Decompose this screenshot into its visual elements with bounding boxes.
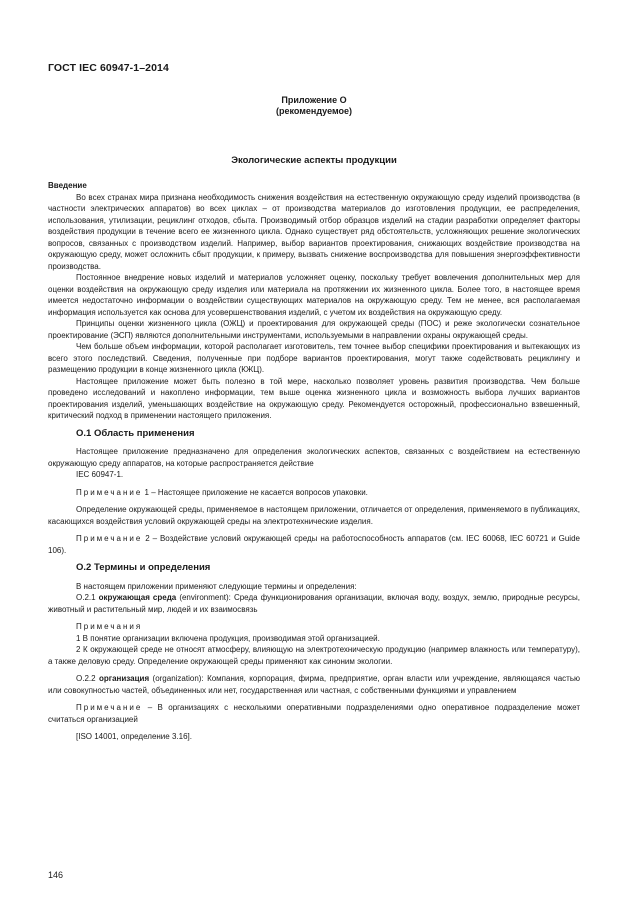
- note-text: 1 – Настоящее приложение не касается вопросов упаковки.: [144, 487, 368, 497]
- definition: (organization): Компания, корпорация, фирма, предприятие, орган власти или учреждение, являющаяся частью или совокупностью частей, объединенных или нет, государственная или частная, с собственными функциями и управлением: [48, 674, 580, 695]
- document-page: [48, 0, 580, 913]
- note: 2 К окружающей среде не относят атмосферу, влияющую на электротехническую продукцию (например влажность или температуру), а также деловую среду. Определение окружающей среды применяют как синоним экологии.: [48, 645, 580, 666]
- paragraph: Постоянное внедрение новых изделий и материалов усложняет оценку, поскольку требует вовлечения дополнительных мер для оценки воздействия на окружающую среду изделия или материала на протяжении их жизненного цикла. Более того, в настоящее время имеется недостаточно информации о воздействии существующих материалов на окружающую среду. Тем не менее, вся располагаемая информация используется как основа для усовершенствования изделий, с учетом их воздействия на окружающую среду.: [48, 273, 580, 317]
- paragraph: Принципы оценки жизненного цикла (ОЖЦ) и проектирования для окружающей среды (ПОС) и реже экологически сознательное проектирование (ЭСП) являются дополнительными инструментами, используемыми в направлении охраны окружающей среды.: [48, 319, 580, 340]
- note: [48, 702, 580, 725]
- main-title: Экологические аспекты продукции: [231, 155, 397, 166]
- note-text: – В организациях с несколькими оперативными подразделениями одно оперативное подразделение может считаться организацией: [48, 703, 581, 724]
- document-body: [48, 180, 580, 743]
- term: организация: [98, 674, 150, 683]
- notes-label: Примечания: [76, 622, 143, 631]
- note-label: Примечание: [76, 487, 143, 497]
- paragraph: Определение окружающей среды, применяемое в настоящем приложении, отличается от определения, применяемого в публикациях, касающихся воздействия условий окружающей среды на электротехнические изделия.: [48, 505, 580, 526]
- note-text: 2 – Воздействие условий окружающей среды на работоспособность аппаратов (см. IEC 60068, IEC 60721 и Guide 106).: [48, 534, 580, 555]
- term: окружающая среда: [98, 593, 177, 602]
- term-definition: [48, 673, 580, 696]
- section-heading-terms: О.2 Термины и определения: [76, 562, 211, 573]
- page-number: 146: [48, 870, 64, 880]
- paragraph: В настоящем приложении применяют следующие термины и определения:: [76, 581, 357, 591]
- paragraph: Настоящее приложение предназначено для определения экологических аспектов, связанных с воздействием на естественную окружающую среду аппаратов, на которые распространяется действие: [48, 447, 580, 468]
- note-label: Примечание: [76, 534, 143, 543]
- term-number: О.2.2: [76, 674, 96, 683]
- paragraph: Во всех странах мира признана необходимость снижения воздействия на естественную окружающую среду изделий производства (в частности электрических аппаратов) во всех циклах – от производства материалов до изготовления продукции, ее распределения, использования, утилизации, рециклинг отходов, сбыта. Производимый отбор образцов изделий на стадии разработки определяет факторы воздействия продукции в течение всего ее жизненного цикла. Однако существует ряд обстоятельств, усложняющих решение экологических вопросов, связанных с производством изделий. Например, выбор вариантов проектирования, снижающих воздействие производства на окружающую среду, может осложнить сбыт продукции, к примеру, вызвать снижение воспроизводства для повышения энергоэффективности производства.: [48, 192, 580, 271]
- standard-reference: IEC 60947-1.: [76, 470, 124, 479]
- note: [48, 487, 580, 499]
- note: [48, 533, 580, 556]
- intro-heading: Введение: [48, 181, 87, 190]
- appendix-subtitle: (рекомендуемое): [276, 106, 352, 116]
- term-definition: [48, 592, 580, 615]
- paragraph: Настоящее приложение может быть полезно в той мере, насколько позволяет уровень развития производства. Чем больше проведено исследований и накоплено информации, тем выше оценка жизненного цикла и возможность выбора лучших вариантов проектирования изделий, уменьшающих воздействие на окружающую среду. Рекомендуется осторожный, профессионально взвешенный, критический подход в применении настоящего приложения.: [48, 376, 580, 420]
- definition: (environment): Среда функционирования организации, включая воду, воздух, землю, природные ресурсы, животный и растительный мир, людей и их взаимосвязь: [48, 593, 580, 614]
- standard-code: ГОСТ IEC 60947-1–2014: [48, 62, 169, 74]
- appendix-title: Приложение О: [281, 95, 347, 105]
- note: 1 В понятие организации включена продукция, производимая этой организацией.: [76, 633, 380, 643]
- term-number: О.2.1: [76, 593, 96, 602]
- section-heading-scope: О.1 Область применения: [76, 427, 195, 439]
- note-label: Примечание: [76, 703, 143, 712]
- source-reference: [ISO 14001, определение 3.16].: [76, 732, 192, 741]
- paragraph: Чем больше объем информации, которой располагает изготовитель, тем точнее выбор специфики проектирования и вытекающих из всего этого последствий. Сведения, полученные при подборе вариантов проектирования, могут также содействовать рециклингу и размещению продукции в конце жизненного цикла (КЖЦ).: [48, 342, 580, 374]
